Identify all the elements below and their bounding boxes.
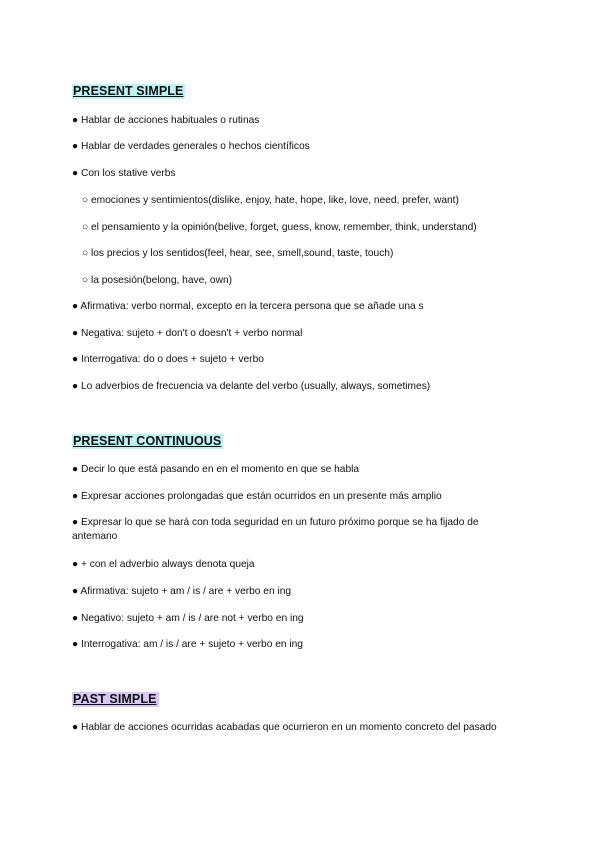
list-item: ● Negativo: sujeto + am / is / are not + verbo en ing [72, 613, 304, 624]
list-item: ● + con el adverbio always denota queja [72, 559, 255, 570]
list-item: ● Hablar de verdades generales o hechos científicos [72, 141, 310, 152]
list-item: ● Negativa: sujeto + don't o doesn't + verbo normal [72, 328, 303, 339]
sub-list-item: ○ la posesión(belong, have, own) [82, 275, 233, 286]
list-item: ● Interrogativa: am / is / are + sujeto + verbo en ing [72, 639, 303, 650]
section-heading-present-simple: PRESENT SIMPLE [73, 84, 184, 98]
list-item: ● Decir lo que está pasando en en el momento en que se habla [72, 464, 360, 475]
list-item: ● Interrogativa: do o does + sujeto + verbo [72, 354, 264, 365]
sub-list-item: ○ el pensamiento y la opinión(belive, forget, guess, know, remember, think, understand) [82, 222, 477, 233]
list-item: ● Expresar lo que se hará con toda seguridad en un futuro próximo porque se ha fijado de antemano [72, 517, 479, 542]
list-item: ● Afirmativa: verbo normal, excepto en la tercera persona que se añade una s [72, 301, 424, 312]
sub-list-item: ○ los precios y los sentidos(feel, hear, see, smell,sound, taste, touch) [82, 248, 394, 259]
list-item: ● Expresar acciones prolongadas que están ocurridos en un presente más amplio [72, 491, 442, 502]
list-item: ● Afirmativa: sujeto + am / is / are + verbo en ing [72, 586, 292, 597]
section-heading-past-simple: PAST SIMPLE [73, 692, 157, 706]
list-item: ● Hablar de acciones ocurridas acabadas que ocurrieron en un momento concreto del pasado [72, 722, 497, 733]
section-heading-present-continuous: PRESENT CONTINUOUS [73, 434, 222, 448]
list-item: ● Hablar de acciones habituales o rutinas [72, 115, 260, 126]
sub-list-item: ○ emociones y sentimientos(dislike, enjoy, hate, hope, like, love, need, prefer, want) [82, 195, 459, 206]
list-item: ● Lo adverbios de frecuencia va delante del verbo (usually, always, sometimes) [72, 381, 431, 392]
list-item: ● Con los stative verbs [72, 168, 176, 179]
